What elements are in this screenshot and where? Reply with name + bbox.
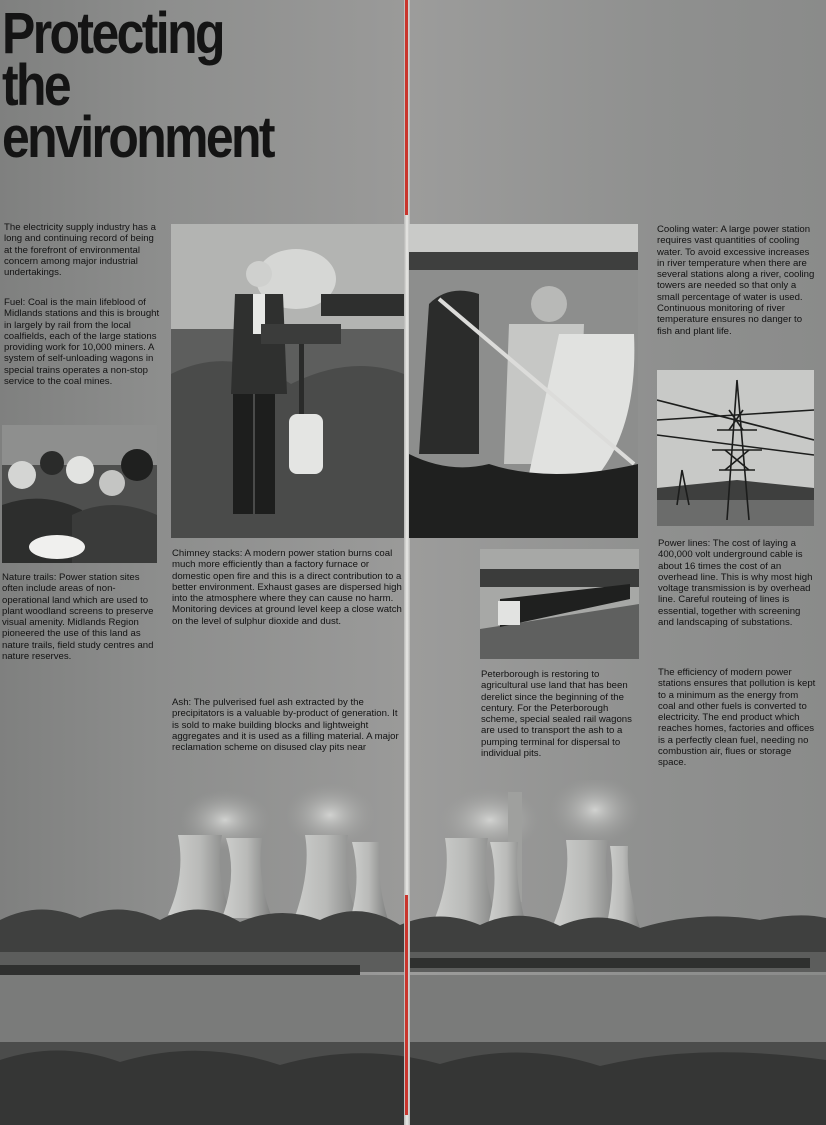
peterborough-paragraph: Peterborough is restoring to agricultural use land that has been derelict since the beginning of the century. For the Peterborough scheme, special sealed rail wagons are used to transport the ash to a pumping terminal for dispersal to individual pits. (481, 669, 632, 760)
spine-red-stripe (405, 0, 408, 215)
nature-trail-children-photo (2, 425, 157, 563)
spine-red-stripe-lower (405, 895, 408, 1115)
title-line-2: the (2, 53, 70, 118)
ash-train-photo (480, 549, 639, 659)
pylon-power-lines-photo (657, 370, 814, 526)
ash-paragraph: Ash: The pulverised fuel ash extracted by the precipitators is a valuable by-product of generation. It is sold to make building blocks and lightweight aggregates and it is used as a filling material. A major reclamation scheme on disused clay pits near (172, 697, 399, 754)
power-lines-paragraph: Power lines: The cost of laying a 400,000 volt underground cable is about 16 times the cost of an overhead line. This is why most high voltage transmission is by overhead line. Careful routeing of lines is essential, together with screening and landscaping of substations. (658, 538, 813, 629)
efficiency-paragraph: The efficiency of modern power stations ensures that pollution is kept to a minimum as the energy from coal and other fuels is converted to electricity. The end product which reaches homes, factories and offices is a perfectly clean fuel, needing no combustion air, flues or storage space. (658, 667, 816, 769)
cooling-water-paragraph: Cooling water: A large power station requires vast quantities of cooling water. To avoid excessive increases in river temperature when there are several stations along a river, cooling towers are needed so that only a small percentage of water is used. Continuous monitoring of river temperature ensures no danger to fish and plant life. (657, 224, 815, 337)
river-sampling-boat-photo (409, 224, 638, 538)
cooling-towers-landscape-photo (0, 780, 826, 1125)
title-line-1: Protecting (2, 1, 223, 66)
page-title (2, 1, 273, 170)
monitoring-device-photo (171, 224, 404, 538)
chimney-stacks-paragraph: Chimney stacks: A modern power station burns coal much more efficiently than a factory furnace or domestic open fire and this is a direct contribution to a better environment. Exhaust gases are dispersed high into the atmosphere where they can cause no harm. Monitoring devices at ground level keep a close watch on the level of sulphur dioxide and dust. (172, 548, 402, 627)
title-line-3: environment (2, 105, 273, 170)
fuel-paragraph: Fuel: Coal is the main lifeblood of Midlands stations and this is brought in largely by rail from the local coalfields, each of the large stations providing work for 10,000 miners. A system of self-unloading wagons in special trains operates a non-stop service to the coal mines. (4, 297, 160, 388)
nature-trails-paragraph: Nature trails: Power station sites often include areas of non-operational land which are used to plant woodland screens to preserve visual amenity. Midlands Region pioneered the use of this land as nature trails, field study centres and nature reserves. (2, 572, 154, 663)
intro-paragraph: The electricity supply industry has a long and continuing record of being at the forefront of environmental concern among major industrial undertakings. (4, 222, 156, 279)
